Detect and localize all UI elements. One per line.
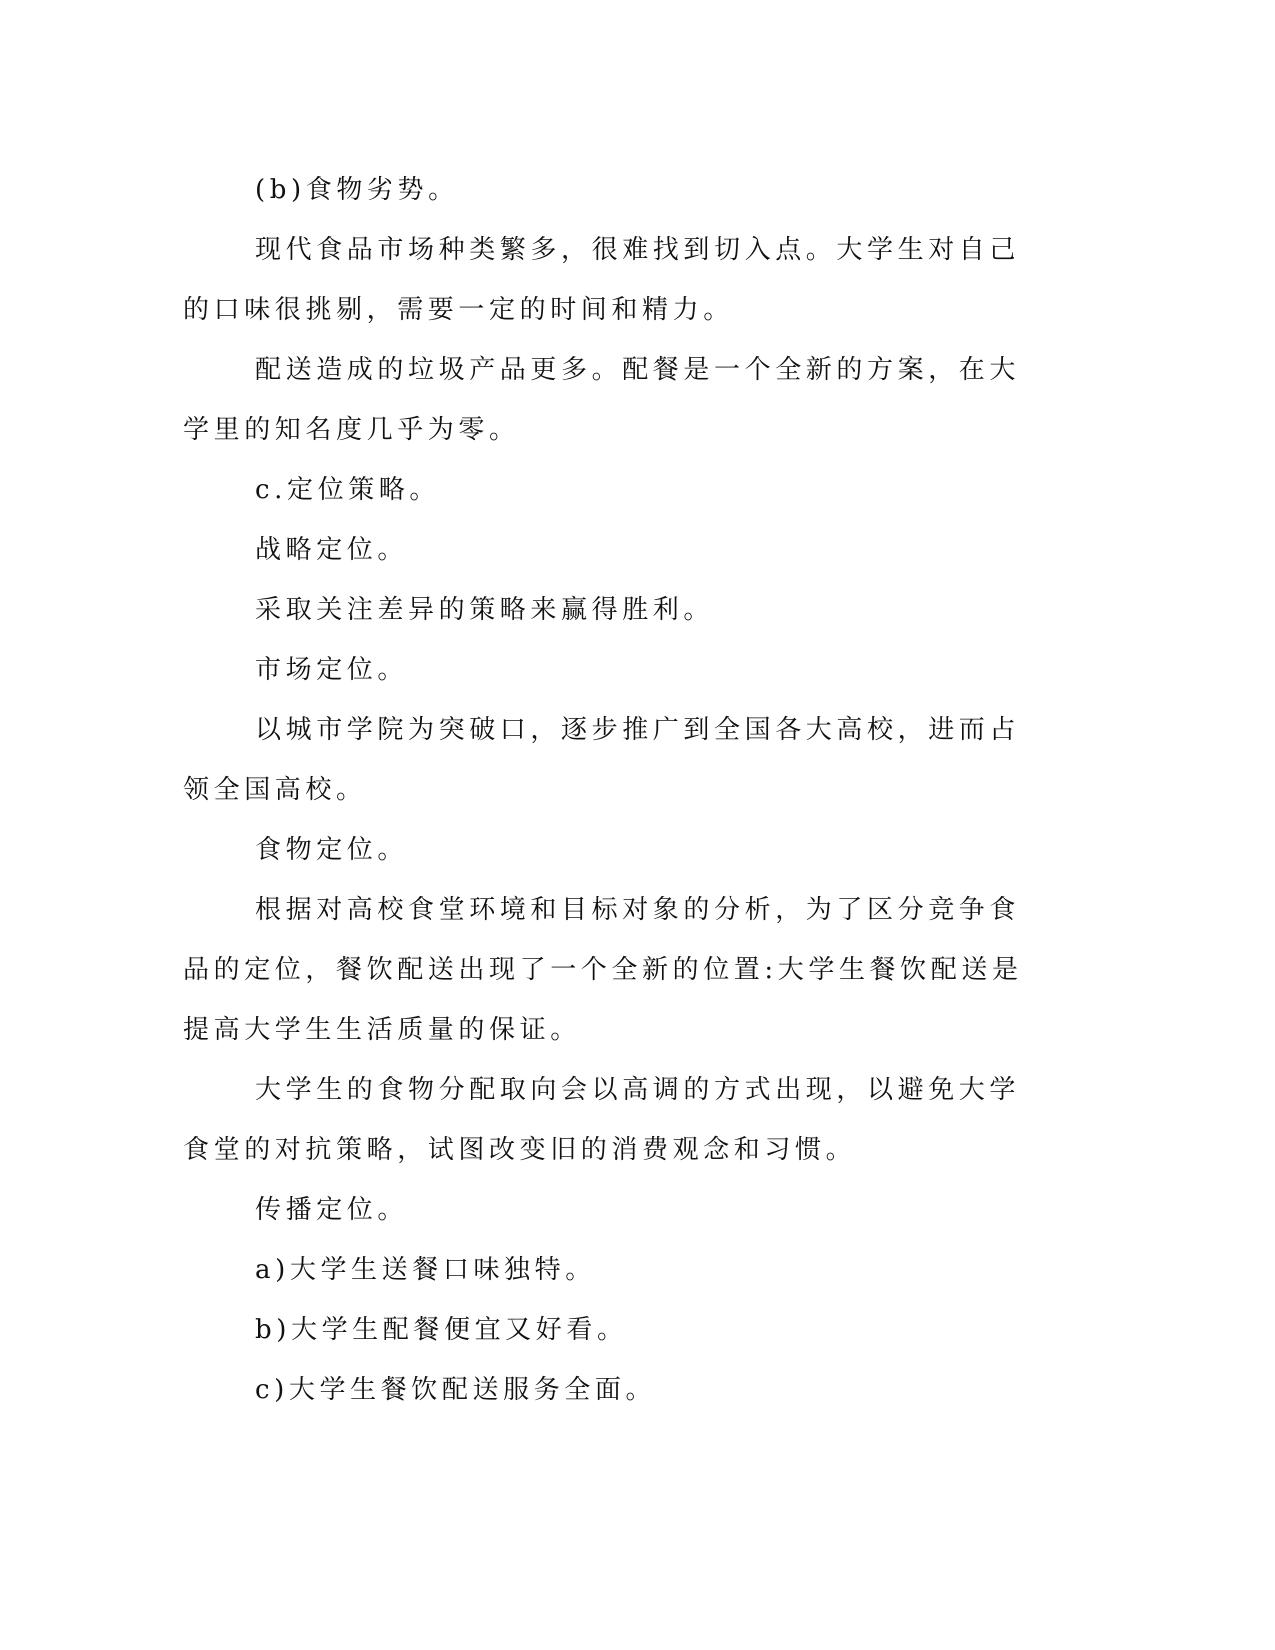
document-body: [183, 160, 1083, 1420]
paragraph-food-positioning: 食物定位。: [255, 835, 409, 865]
paragraph-food-weakness-heading: (b)食物劣势。: [255, 175, 459, 205]
list-item-comprehensive-service: c)大学生餐饮配送服务全面。: [255, 1375, 657, 1405]
list-item-cheap-attractive: b)大学生配餐便宜又好看。: [255, 1315, 628, 1345]
paragraph-difference-strategy: 采取关注差异的策略来赢得胜利。: [255, 595, 715, 625]
paragraph-strategic-positioning: 战略定位。: [255, 535, 409, 565]
paragraph-distribution-orientation: 大学生的食物分配取向会以高调的方式出现，以避免大学食堂的对抗策略，试图改变旧的消费观念和习惯。: [183, 1075, 1021, 1165]
paragraph-market-entry: 现代食品市场种类繁多，很难找到切入点。大学生对自己的口味很挑剔，需要一定的时间和精力。: [183, 235, 1021, 325]
paragraph-expansion-plan: 以城市学院为突破口，逐步推广到全国各大高校，进而占领全国高校。: [183, 715, 1021, 805]
paragraph-waste-awareness: 配送造成的垃圾产品更多。配餐是一个全新的方案，在大学里的知名度几乎为零。: [183, 355, 1021, 445]
paragraph-market-positioning: 市场定位。: [255, 655, 409, 685]
paragraph-positioning-strategy-heading: c.定位策略。: [255, 475, 441, 505]
list-item-unique-taste: a)大学生送餐口味独特。: [255, 1255, 596, 1285]
paragraph-food-positioning-analysis: 根据对高校食堂环境和目标对象的分析，为了区分竞争食品的定位，餐饮配送出现了一个全新的位置:大学生餐饮配送是提高大学生生活质量的保证。: [183, 895, 1023, 1045]
paragraph-communication-positioning: 传播定位。: [255, 1195, 409, 1225]
